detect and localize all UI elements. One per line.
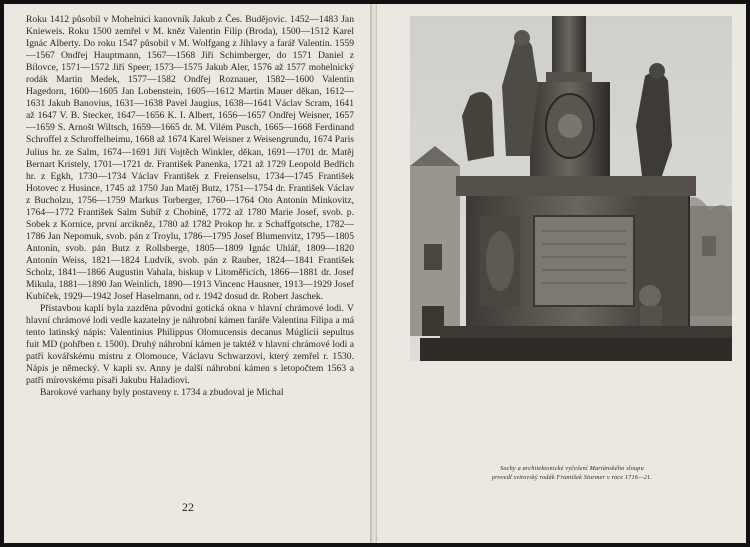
marian-column-illustration xyxy=(410,16,732,361)
page-number: 22 xyxy=(182,500,194,514)
paragraph-clergy-list: Roku 1412 působil v Mohelnici kanovník Jakub z Čes. Budějovic. 1452—1483 Jan Knieweis. Roku 1500 zemřel v M. kněz Valentin Filip (Broda), 1500—1512 Karel Ignác Alberty. Do roku 1547 působil v M. Wolfgang z Jihlavy a farář Valentin. 1559—1567 Ondřej Hauptmann, 1567—1568 Jiří Schimberger, do 1571 Daniel z Bílovce, 1571—1572 Jiří Speer, 1573—1575 Jakub Aler, 1576 až 1577 mohelnický rodák Martin Medek, 1577—1582 Ondřej Roznauer, 1582—1600 Valentin Hagedorn, 1600—1605 Jan Lobenstein, 1605—1612 Martin Mauer děkan, 1612—1631 Jakub Banovius, 1631—1638 Pavel Jaugius, 1638—1641 Václav Scram, 1641 až 1647 V. B. Stecker, 1647—1656 K. I. Albert, 1656—1657 Ondřej Weisner, 1657—1659 S. Arnošt Wiltsch, 1659—1665 dr. M. Vilém Pusch, 1665—1668 Ferdinand Schroffel z Schroffelheimu, 1668 až 1674 Karel Weisner z Weisengrundu, 1674 Paris Julius hr. ze Salm, 1674—1691 Jiří Vojtěch Winkler, děkan, 1691—1701 dr. Matěj Bernart Kristely, 1701—1721 dr. František Panenka, 1721 až 1729 Leopold Bedřich hr. z Egkh, 1730—1734 Václav František z Freienselsu, 1734—1745 František Hotovec z Husince, 1745 až 1750 Jan Matěj Butz, 1751—1754 dr. František Václav z Bucholzu, 1756—1759 Markus Torberger, 1760—1764 Oto Antonín Minkovitz, 1764—1772 František Salm Subíř z Chobině, 1772 až 1780 Marie Josef, svob. p. Sobek z Kornice, první arcikněz, 1780 až 1782 Prokop hr. z Schaffgotsche, 1782—1786 Jan Nepomuk, svob. pán z Troylu, 1786—1795 Josef Blumenvitz, 1795—1805 Antonín, svob. pán Butz z Rollsberge, 1805—1809 Ignác Uhlář, 1809—1820 Antonín Weiss, 1821—1824 Ludvík, svob. pán z Rauber, 1824—1841 František Scholz, 1841—1866 Augustin Vahala, biskup v Litoměřicích, 1866—1881 dr. Josef Mikula, 1881—1890 Jan Weinlich, 1890—1913 Vincenc Hausner, 1913—1929 Josef Kubíček, 1929—1942 Josef Haselmann, od r. 1942 dosud dr. Robert Jaschek. xyxy=(26,14,354,303)
caption-line-2: provedl svitovský rodák František Sturmer v roce 1716—21. xyxy=(491,474,653,481)
photo-caption xyxy=(417,464,727,482)
left-page xyxy=(4,4,372,543)
body-text xyxy=(26,14,354,400)
caption-line-1: Sochy a architektonické vyčešení Mariánského sloupu xyxy=(500,465,644,472)
paragraph-chapels: Přístavbou kaplí byla zazděna původní gotická okna v hlavní chrámové lodi. V hlavní chrámové lodi vedle kazatelny je náhrobní kámen faráře Valentina Filipa a má tento latinský nápis: Valentinius Philippus Olomucensis decanus Múglicii sepultus fuit MD (pohřben r. 1500). Druhý náhrobní kámen je taktéž v hlavní chrámové lodi a patří kovářskému mistru z Olomouce, Václavu Schwarzovi, který zemřel r. 1530. Nápis je německý. V kapli sv. Anny je další náhrobní kámen s letopočtem 1563 a patří mírovskému písaři Jakubu Haladiovi. xyxy=(26,303,354,387)
marian-column-photo xyxy=(410,16,732,361)
right-page xyxy=(376,4,746,543)
paragraph-organ: Barokové varhany byly postaveny r. 1734 a zbudoval je Michal xyxy=(40,387,284,399)
